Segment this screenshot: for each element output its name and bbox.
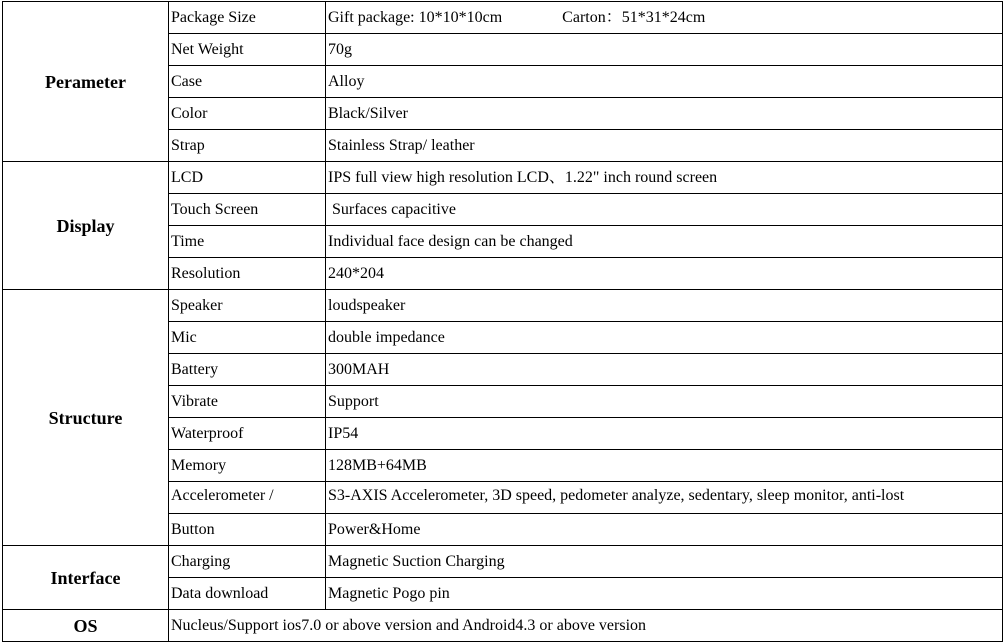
row-label: Button <box>169 514 326 546</box>
row-label: Net Weight <box>169 34 326 66</box>
row-value: Individual face design can be changed <box>326 226 1003 258</box>
row-value: 300MAH <box>326 354 1003 386</box>
row-label: Memory <box>169 450 326 482</box>
row-value: 128MB+64MB <box>326 450 1003 482</box>
package-carton-value: Carton：51*31*24cm <box>562 8 706 26</box>
row-value: IP54 <box>326 418 1003 450</box>
row-value: S3-AXIS Accelerometer, 3D speed, pedometer analyze, sedentary, sleep monitor, anti-lost <box>326 482 1003 514</box>
row-value: IPS full view high resolution LCD、1.22" inch round screen <box>326 162 1003 194</box>
category-perameter: Perameter <box>3 2 169 162</box>
row-label: Resolution <box>169 258 326 290</box>
row-value: Support <box>326 386 1003 418</box>
category-interface: Interface <box>3 546 169 610</box>
row-label: Battery <box>169 354 326 386</box>
row-value <box>326 2 1003 34</box>
package-gift-value: Gift package: 10*10*10cm <box>328 8 503 26</box>
row-value: Magnetic Pogo pin <box>326 578 1003 610</box>
row-label: Mic <box>169 322 326 354</box>
os-value: Nucleus/Support ios7.0 or above version and Android4.3 or above version <box>169 610 1003 642</box>
row-label: Strap <box>169 130 326 162</box>
row-label: Waterproof <box>169 418 326 450</box>
row-value: 240*204 <box>326 258 1003 290</box>
row-label: Color <box>169 98 326 130</box>
row-label: Data download <box>169 578 326 610</box>
table-row <box>3 162 1003 194</box>
table-row <box>3 290 1003 322</box>
row-label: Package Size <box>169 2 326 34</box>
row-label: Time <box>169 226 326 258</box>
row-label: Accelerometer / <box>169 482 326 514</box>
category-os: OS <box>3 610 169 642</box>
category-display: Display <box>3 162 169 290</box>
row-value: Alloy <box>326 66 1003 98</box>
spec-table <box>2 1 1003 642</box>
row-label: Speaker <box>169 290 326 322</box>
table-row <box>3 546 1003 578</box>
row-label: Vibrate <box>169 386 326 418</box>
table-row <box>3 610 1003 642</box>
row-label: Touch Screen <box>169 194 326 226</box>
row-value: Power&Home <box>326 514 1003 546</box>
row-value: Surfaces capacitive <box>326 194 1003 226</box>
row-value: Stainless Strap/ leather <box>326 130 1003 162</box>
row-value: 70g <box>326 34 1003 66</box>
row-value: loudspeaker <box>326 290 1003 322</box>
row-value: Black/Silver <box>326 98 1003 130</box>
category-structure: Structure <box>3 290 169 546</box>
table-row <box>3 2 1003 34</box>
row-label: Case <box>169 66 326 98</box>
row-value: Magnetic Suction Charging <box>326 546 1003 578</box>
row-value: double impedance <box>326 322 1003 354</box>
row-label: Charging <box>169 546 326 578</box>
row-label: LCD <box>169 162 326 194</box>
